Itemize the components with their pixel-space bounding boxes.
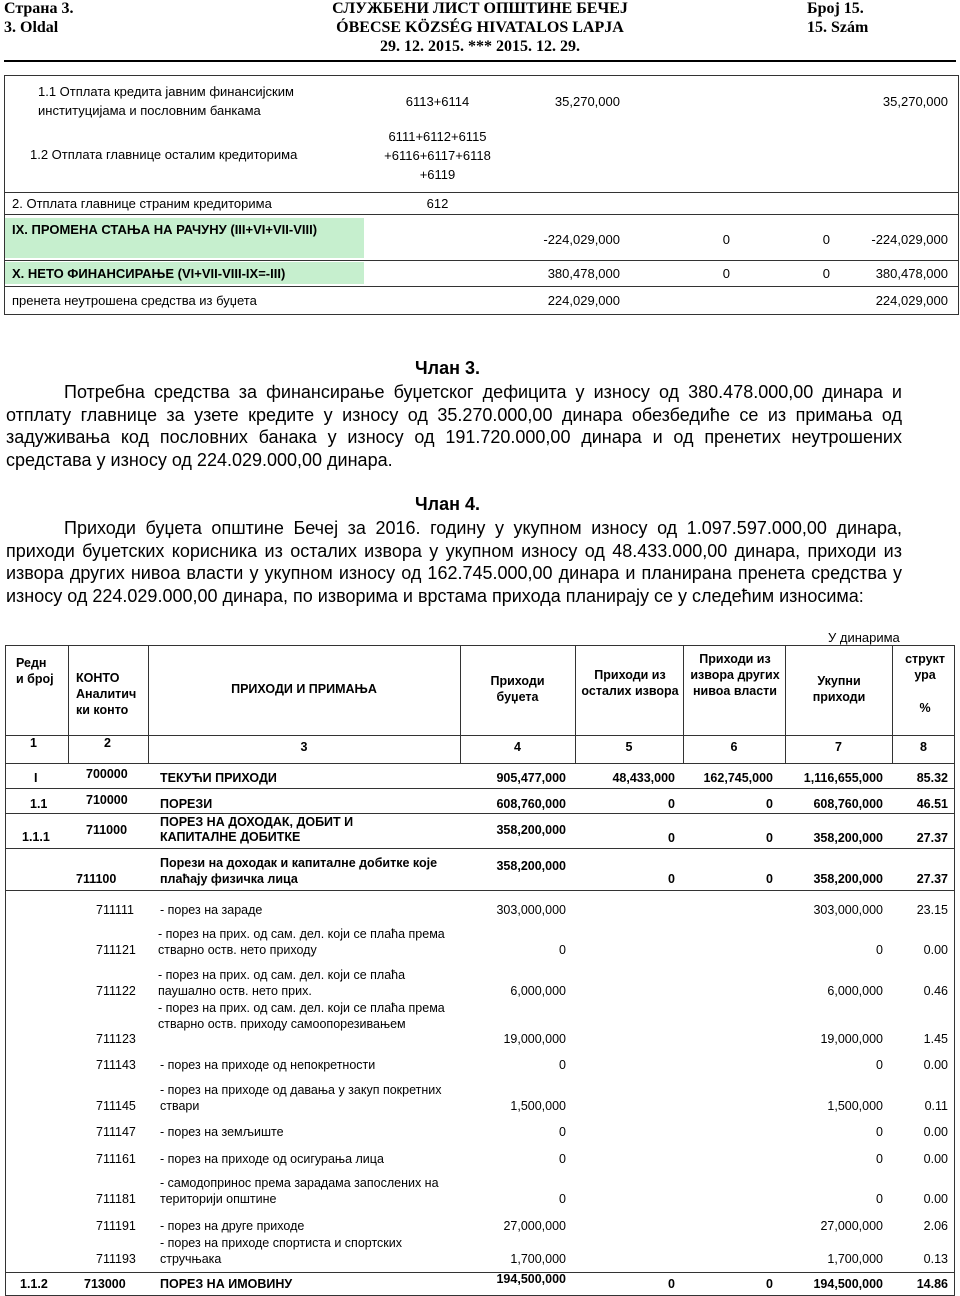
row-ukupno: 0 (876, 1125, 883, 1139)
col-header-pct: % (919, 701, 931, 715)
header-journal-title: СЛУЖБЕНИ ЛИСТ ОПШТИНЕ БЕЧЕЈ (332, 0, 628, 17)
col-header-ostali: Приходи из осталих извора (581, 668, 679, 698)
clan3-text: Потребна средства за финансирање буџетског дефицита у износу од 380.478.000,00 динара и отплату главнице за узете кредите у износу од 35.270.000,00 динара обезбедиће се из примања од задуживања код пословних банака у износу од 191.720.000,00 динара и од пренетих неутрошених средстава у износу од 224.029.000,00 динара. (6, 382, 902, 470)
row-drugi: 0 (766, 797, 773, 811)
row-ukupno: 194,500,000 (813, 1277, 883, 1291)
row-ukupno: 608,760,000 (813, 797, 883, 811)
header-date: 29. 12. 2015. *** 2015. 12. 29. (380, 38, 580, 55)
row-ukupno: 19,000,000 (820, 1032, 883, 1046)
row-ukupno: 0 (876, 1058, 883, 1072)
row-budzet: 0 (559, 1125, 566, 1139)
revenue-table-line (5, 788, 955, 789)
row-budzet: 27,000,000 (503, 1219, 566, 1233)
row-konto: 711181 (96, 1192, 136, 1206)
row-pct: 0.00 (923, 943, 948, 957)
top-row-label: 1.2 Отплата главнице осталим кредиторима (30, 147, 298, 162)
row-ukupno: 27,000,000 (820, 1219, 883, 1233)
row-budzet: 6,000,000 (510, 984, 566, 998)
row-naziv: - порез на приходе од непокретности (160, 1058, 376, 1072)
row-budzet: 905,477,000 (496, 771, 566, 785)
row-konto: 713000 (84, 1277, 126, 1291)
row-naziv: Порези на доходак и капиталне добитке које плаћају физичка лица (160, 856, 438, 886)
top-table-line (4, 260, 959, 261)
top-row-c4: 224,029,000 (875, 293, 948, 308)
row-budzet: 0 (559, 1152, 566, 1166)
row-naziv: - порез на зараде (160, 903, 263, 917)
row-pct: 85.32 (916, 771, 948, 785)
col-number: 5 (625, 740, 633, 754)
row-konto: 711145 (96, 1099, 136, 1113)
top-row-label: 1.1 Отплата кредита јавним финансијским институцијама и пословним банкама (38, 84, 294, 118)
row-naziv: - порез на приходе спортиста и спортских стручњака (160, 1236, 402, 1266)
row-budzet: 0 (559, 1192, 566, 1206)
row-naziv: - порез на друге приходе (160, 1219, 305, 1233)
row-konto: 711193 (96, 1252, 136, 1266)
row-konto: 710000 (86, 793, 128, 807)
row-konto: 711122 (96, 984, 136, 998)
row-budzet: 358,200,000 (496, 823, 566, 837)
row-konto: 711147 (96, 1125, 136, 1139)
row-konto: 711000 (86, 823, 128, 837)
header-journal-title-hu: ÓBECSE KÖZSÉG HIVATALOS LAPJA (336, 19, 624, 36)
row-ukupno: 0 (876, 1192, 883, 1206)
top-row-c2: 0 (722, 232, 730, 247)
row-drugi: 0 (766, 872, 773, 886)
top-row-c3: 0 (822, 232, 830, 247)
row-budzet: 19,000,000 (503, 1032, 566, 1046)
row-konto: 711161 (96, 1152, 136, 1166)
row-budzet: 358,200,000 (496, 859, 566, 873)
col-number: 8 (920, 740, 927, 754)
top-table-line (4, 192, 959, 193)
top-row-c1: 380,478,000 (547, 266, 620, 281)
row-konto: 711143 (96, 1058, 136, 1072)
row-budzet: 1,700,000 (510, 1252, 566, 1266)
row-pct: 0.00 (923, 1152, 948, 1166)
top-table-line (4, 214, 959, 215)
row-ukupno: 6,000,000 (827, 984, 883, 998)
row-pct: 46.51 (916, 797, 948, 811)
row-ukupno: 1,116,655,000 (803, 771, 883, 785)
row-pct: 0.00 (923, 1192, 948, 1206)
clan4-title: Члан 4. (415, 494, 480, 514)
col-header-budzet: Приходи буџета (490, 674, 545, 704)
row-budzet: 1,500,000 (510, 1099, 566, 1113)
row-naziv: ТЕКУЋИ ПРИХОДИ (160, 771, 277, 785)
row-konto: 711111 (96, 903, 135, 917)
clan4-text: Приходи буџета општине Бечеј за 2016. годину у укупном износу од 1.097.597.000,00 динара, приходи буџетских корисника из осталих извора у укупном износу од 48.433.000,00 динара, приходи из извора других нивоа власти у укупном износу од 162.745.000,00 динара и планирана пренета средства у износу од 224.029.000,00 динара, по изворима и врстама прихода планирају се у следећим износима: (6, 518, 902, 606)
col-number: 6 (730, 740, 738, 754)
row-pct: 0.13 (923, 1252, 948, 1266)
row-pct: 27.37 (916, 872, 948, 886)
row-ostali: 48,433,000 (612, 771, 675, 785)
revenue-table-line (68, 645, 69, 763)
col-number: 3 (300, 740, 308, 754)
row-drugi: 162,745,000 (703, 771, 773, 785)
header-rule (4, 60, 956, 62)
top-row-c4: 380,478,000 (875, 266, 948, 281)
top-row-c1: 35,270,000 (554, 94, 620, 109)
top-row-code: 6111+6112+6115 +6116+6117+6118 +6119 (384, 129, 491, 182)
row-pct: 14.86 (916, 1277, 948, 1291)
row-naziv: - самодопринос према зарадама запослених на територији општине (160, 1176, 439, 1206)
row-ukupno: 1,500,000 (827, 1099, 883, 1113)
row-naziv: - порез на приходе од давања у закуп покретних ствари (160, 1083, 442, 1113)
top-row-label: 2. Отплата главнице страним кредиторима (12, 196, 272, 211)
row-pct: 1.45 (923, 1032, 948, 1046)
row-naziv: ПОРЕЗ НА ДОХОДАК, ДОБИТ И КАПИТАЛНЕ ДОБИТКЕ (160, 815, 354, 844)
row-ukupno: 0 (876, 1152, 883, 1166)
revenue-table-line (148, 645, 149, 763)
top-table-line (4, 286, 959, 287)
top-row-label: пренета неутрошена средства из буџета (12, 293, 257, 308)
col-header-redni: Редн и број (16, 656, 54, 686)
top-row-code: 6113+6114 (405, 94, 470, 109)
row-konto: 711123 (96, 1032, 136, 1046)
header-issue: Број 15. (807, 0, 864, 17)
header-issue-hu: 15. Szám (807, 19, 869, 36)
row-naziv: ПОРЕЗИ (160, 797, 213, 811)
revenue-table-line (5, 813, 955, 814)
row-konto: 711100 (76, 872, 117, 886)
row-ukupno: 0 (876, 943, 883, 957)
col-number: 7 (835, 740, 842, 754)
row-naziv: ПОРЕЗ НА ИМОВИНУ (160, 1277, 293, 1291)
row-naziv: - порез на прих. од сам. дел. који се плаћа према стварно оств. приходу самоопорезивањем (158, 1001, 445, 1031)
revenue-table-line (5, 763, 955, 764)
row-konto: 711191 (96, 1219, 136, 1233)
row-rb: 1.1.2 (20, 1277, 48, 1291)
row-budzet: 0 (559, 1058, 566, 1072)
top-row-c4: 35,270,000 (882, 94, 948, 109)
row-ukupno: 358,200,000 (813, 872, 883, 886)
col-header-prihodi-primanja: ПРИХОДИ И ПРИМАЊА (231, 682, 377, 696)
row-konto: 700000 (86, 767, 128, 781)
col-number: 1 (30, 736, 37, 750)
col-header-konto: КОНТО Аналитич ки конто (76, 671, 137, 717)
row-ostali: 0 (668, 831, 675, 845)
row-ostali: 0 (668, 1277, 675, 1291)
row-pct: 0.46 (923, 984, 948, 998)
row-budzet: 303,000,000 (496, 903, 566, 917)
row-budzet: 0 (559, 943, 566, 957)
top-row-c1: 224,029,000 (547, 293, 620, 308)
row-pct: 0.00 (923, 1125, 948, 1139)
row-ukupno: 358,200,000 (813, 831, 883, 845)
top-row-c3: 0 (822, 266, 830, 281)
row-rb: 1.1.1 (22, 830, 50, 844)
row-konto: 711121 (96, 943, 136, 957)
top-row-code: 612 (426, 196, 449, 211)
top-row-label: IX. ПРОМЕНА СТАЊА НА РАЧУНУ (III+VI+VII-VIII) (12, 222, 318, 237)
clan3-title: Члан 3. (415, 358, 480, 378)
top-row-label: X. НЕТО ФИНАНСИРАЊЕ (VI+VII-VIII-IX=-III) (12, 266, 286, 281)
row-rb: I (34, 771, 38, 785)
row-pct: 2.06 (923, 1219, 948, 1233)
top-row-c4: -224,029,000 (871, 232, 948, 247)
revenue-table-line (5, 890, 955, 891)
col-number: 4 (514, 740, 521, 754)
col-number: 2 (104, 736, 111, 750)
row-ukupno: 303,000,000 (813, 903, 883, 917)
row-naziv: - порез на прих. од сам. дел. који се плаћа према стварно оств. нето приходу (158, 927, 445, 957)
row-pct: 23.15 (916, 903, 948, 917)
col-header-struktura: структ ура (905, 652, 945, 682)
row-ukupno: 1,700,000 (827, 1252, 883, 1266)
row-budzet: 194,500,000 (496, 1272, 566, 1286)
col-header-ukupni: Укупни приходи (812, 674, 866, 704)
row-drugi: 0 (766, 831, 773, 845)
row-ostali: 0 (668, 797, 675, 811)
top-row-c2: 0 (722, 266, 730, 281)
row-naziv: - порез на приходе од осигурања лица (160, 1152, 384, 1166)
row-ostali: 0 (668, 872, 675, 886)
row-budzet: 608,760,000 (496, 797, 566, 811)
row-pct: 0.00 (923, 1058, 948, 1072)
col-header-drugi: Приходи из извора других нивоа власти (690, 652, 780, 698)
row-naziv: - порез на земљиште (160, 1125, 284, 1139)
row-pct: 0.11 (924, 1099, 948, 1113)
row-rb: 1.1 (30, 797, 48, 811)
top-row-c1: -224,029,000 (543, 232, 620, 247)
unit-note: У динарима (828, 630, 900, 645)
row-drugi: 0 (766, 1277, 773, 1291)
revenue-table-line (5, 848, 955, 849)
header-page-left-hu: 3. Oldal (4, 19, 59, 36)
row-pct: 27.37 (916, 831, 948, 845)
header-page-left: Страна 3. (4, 0, 74, 17)
row-naziv: - порез на прих. од сам. дел. који се плаћа паушално оств. нето прих. (158, 968, 406, 998)
